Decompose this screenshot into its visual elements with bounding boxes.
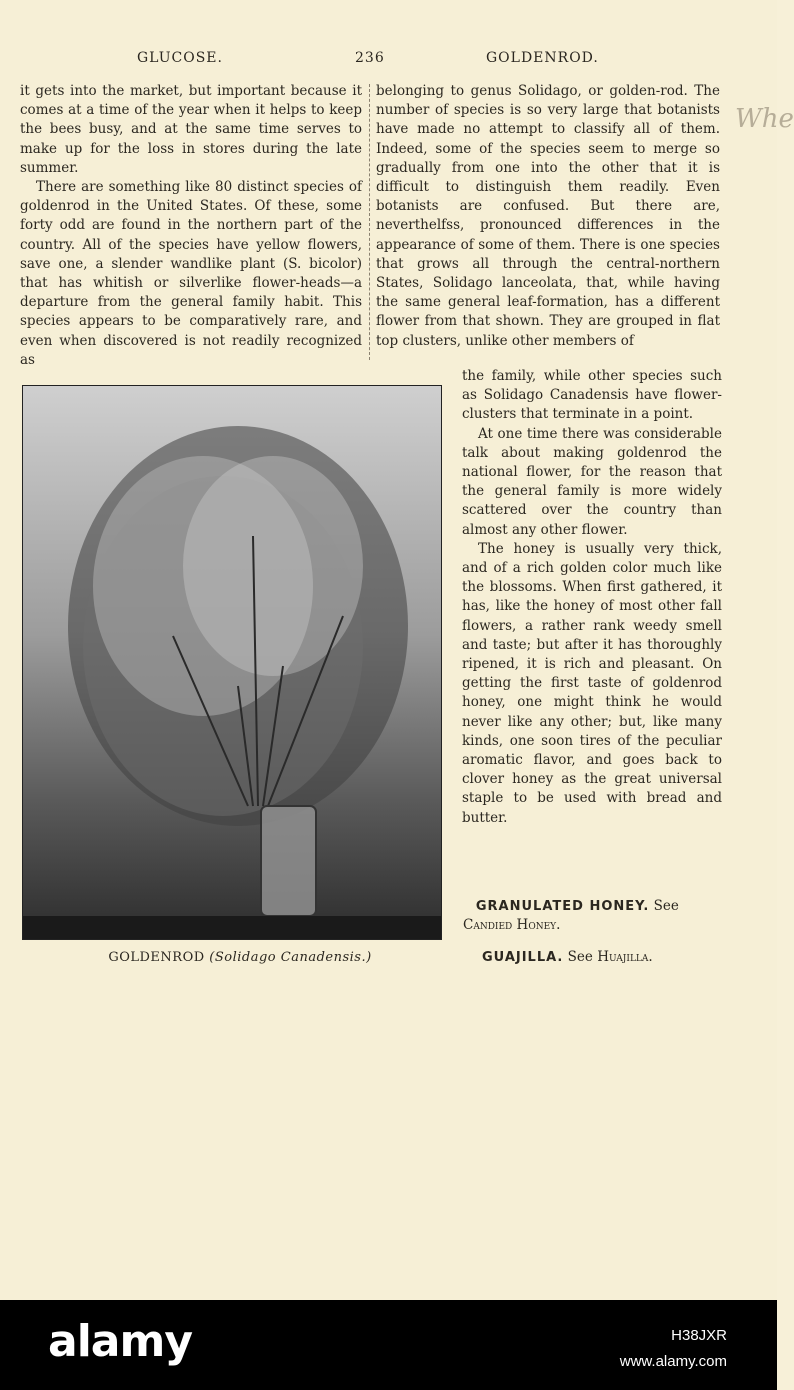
right-paragraph-1: belonging to genus Solidago, or golden-rod. The number of species is so very large that botanists have made no attempt to classify all of them. Indeed, some of the species seem to merge so gradually from one into the other that it is difficult to distinguish them readily. Even botanists are confused. But there are, neverthelfss, pronounced differences in the appearance of some of them. There is one species that grows all through the central-northern States, Solidago lanceolata, that, while having the same general leaf-formation, has a different flower from that shown. They are grouped in flat top clusters, unlike other members of — [376, 83, 720, 349]
entry-granulated-headword: GRANULATED HONEY. — [475, 899, 650, 914]
lower-paragraph-2: At one time there was considerable talk about making goldenrod the national flower, for the reason that the general family is more widely scattered over the country than almost any other flower. — [462, 425, 722, 538]
lower-paragraph-1: the family, while other species such as Solidago Canadensis have flower-clusters that terminate in a point. — [462, 368, 722, 423]
figure-caption — [0, 950, 480, 965]
entry-granulated-see: See — [653, 898, 679, 914]
left-paragraph-2: There are something like 80 distinct species of goldenrod in the United States. Of these, some forty odd are found in the northern part of the country. All of the species have yellow flowers, save one, a slender wandlike plant (S. bicolor) that has whitish or silverlike flower-heads—a departure from the general family habit. This species appears to be comparatively rare, and even when discovered is not readily recognized as — [20, 179, 362, 368]
entry-guajilla — [482, 948, 742, 967]
entry-granulated-ref: Candied Honey. — [463, 917, 561, 933]
left-column — [20, 82, 362, 370]
caption-label: GOLDENROD — [108, 950, 205, 965]
goldenrod-photograph — [22, 385, 442, 940]
image-id-block — [620, 1323, 727, 1375]
entry-guajilla-headword: GUAJILLA. — [482, 950, 564, 965]
entry-guajilla-see: See — [567, 949, 593, 965]
left-paragraph-1: it gets into the market, but important because it comes at a time of the year when it helps to keep the bees busy, and at the same time serves to make up for the loss in stores during the late summer. — [20, 83, 362, 176]
lower-right-column — [462, 367, 722, 828]
margin-handwriting: Whe — [735, 104, 794, 134]
running-head-right: GOLDENROD. — [486, 50, 599, 66]
running-head-left: GLUCOSE. — [137, 50, 223, 66]
caption-species: (Solidago Canadensis.) — [209, 950, 372, 965]
site-url: www.alamy.com — [619, 1353, 727, 1370]
image-id: H38JXR — [671, 1327, 727, 1344]
entry-guajilla-ref: Huajilla. — [597, 949, 653, 965]
column-divider — [369, 84, 370, 360]
goldenrod-plant-illustration — [23, 386, 441, 939]
alamy-logo: alamy — [48, 1316, 192, 1367]
right-column — [376, 82, 720, 351]
lower-paragraph-3: The honey is usually very thick, and of a rich golden color much like the blossoms. When first gathered, it has, like the honey of most other fall flowers, a rather rank weedy smell and taste; but after it has thoroughly ripened, it is rich and pleasant. On getting the first taste of goldenrod honey, one might think he would never like any other; but, like many kinds, one soon tires of the peculiar aromatic flavor, and goes back to clover honey as the great universal staple to be used with bread and butter. — [462, 540, 722, 826]
entry-granulated-honey — [463, 897, 725, 935]
page-number: 236 — [355, 50, 385, 66]
